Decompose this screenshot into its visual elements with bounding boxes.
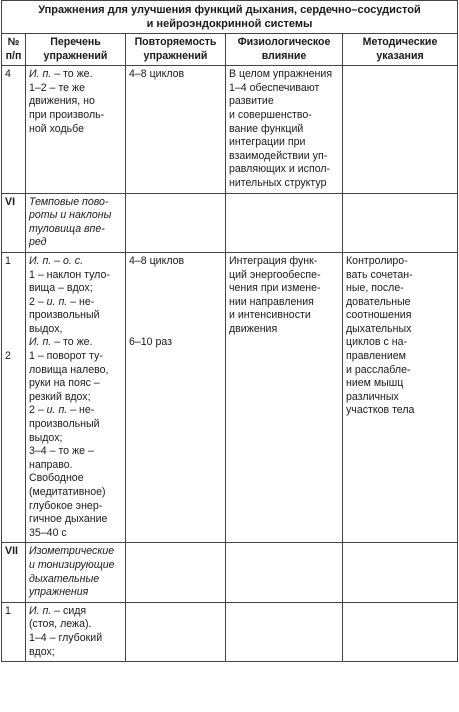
repetition-cell	[126, 543, 226, 602]
effect-cell	[226, 543, 343, 602]
note-text: вать сочетан-	[346, 268, 413, 281]
exercise-text: 2 –	[29, 404, 47, 417]
section-title-line: упражнения	[29, 586, 89, 599]
notes-cell	[343, 193, 458, 252]
section-title	[26, 543, 126, 602]
header-notes	[343, 34, 458, 66]
exercise-text: 35–40 с	[29, 526, 67, 539]
exercise-list	[26, 252, 126, 542]
exercise-text: произвольный	[29, 309, 100, 322]
effect-text: Интеграция функ-	[229, 254, 318, 267]
section-title-line: Изометрические	[29, 545, 115, 558]
exercise-text: Свободное	[29, 472, 84, 485]
caption-line-2: и нейроэндокринной системы	[146, 18, 313, 30]
effect-text: интеграции при	[229, 136, 306, 149]
header-note-line-2: указания	[376, 49, 424, 62]
caption-line-1: Упражнения для улучшения функций дыхания, сердечно–сосудистой	[38, 4, 421, 16]
header-num-line-1: №	[7, 36, 20, 48]
section-title	[26, 193, 126, 252]
note-text: нием мышц	[346, 377, 404, 390]
effect-text: и совершенство-	[229, 108, 312, 121]
exercise-text: 1 – наклон туло-	[29, 268, 110, 281]
effect-text: равляющих и испол-	[229, 163, 331, 176]
header-note-line-1: Методические	[362, 36, 438, 48]
exercise-text: глубокое энер-	[29, 499, 103, 512]
initial-position-label: и. п.	[46, 404, 68, 417]
repetition-cell: 4–8 циклов	[126, 66, 226, 193]
exercise-text: ной ходьбе	[29, 122, 84, 135]
exercise-text: 3–4 – то же –	[29, 445, 94, 458]
header-rep-line-1: Повторяемость	[134, 36, 217, 48]
effect-cell	[226, 252, 343, 542]
initial-position-label: И. п. – о. с.	[29, 254, 84, 267]
section-title-line: туловища впе-	[29, 222, 105, 235]
repetition-text: 6–10 раз	[129, 336, 173, 349]
header-list-line-2: упражнений	[43, 49, 108, 62]
initial-position-label: И. п.	[29, 68, 52, 81]
section-title-line: и тонизирующие	[29, 558, 115, 571]
exercise-text: 1–4 – глубокий	[29, 631, 103, 644]
table-row	[2, 66, 458, 193]
row-number-1: 1	[5, 254, 11, 267]
header-row	[2, 34, 458, 66]
notes-cell	[343, 66, 458, 193]
exercise-text: направо.	[29, 458, 73, 471]
note-text: довательные	[346, 295, 411, 308]
table-caption	[2, 1, 458, 34]
exercise-text: резкий вдох;	[29, 390, 91, 403]
notes-cell	[343, 543, 458, 602]
effect-text: вание функций	[229, 122, 304, 135]
exercise-text: ловища налево,	[29, 363, 109, 376]
exercise-text: вдох;	[29, 645, 55, 658]
section-row	[2, 543, 458, 602]
effect-text: и интенсивности	[229, 309, 311, 322]
header-effect	[226, 34, 343, 66]
initial-position-label: и. п.	[46, 295, 68, 308]
section-title-line: ред	[29, 236, 47, 249]
row-number: 1	[2, 602, 26, 661]
caption-row	[2, 1, 458, 34]
header-eff-line-2: влияние	[261, 49, 307, 62]
exercise-text: руки на пояс –	[29, 377, 100, 390]
header-eff-line-1: Физиологическое	[237, 36, 331, 48]
section-title-line: роты и наклоны	[29, 209, 112, 222]
effect-text: чения при измене-	[229, 282, 321, 295]
header-num	[2, 34, 26, 66]
row-number	[2, 252, 26, 542]
note-text: циклов с на-	[346, 336, 408, 349]
note-text: дыхательных	[346, 322, 412, 335]
repetition-cell	[126, 602, 226, 661]
exercise-text: при произволь-	[29, 108, 105, 121]
exercise-text: произвольный	[29, 418, 100, 431]
exercise-text: – сидя	[51, 604, 87, 617]
exercise-text: (стоя, лежа).	[29, 618, 92, 631]
repetition-cell	[126, 193, 226, 252]
note-text: участков тела	[346, 404, 415, 417]
effect-text: взаимодействии уп-	[229, 149, 328, 162]
effect-cell	[226, 602, 343, 661]
header-num-line-2: п/п	[5, 49, 22, 62]
exercise-text: выдох,	[29, 322, 63, 335]
exercise-list	[26, 66, 126, 193]
section-row	[2, 193, 458, 252]
header-rep-line-2: упражнений	[143, 49, 208, 62]
effect-cell	[226, 193, 343, 252]
exercise-text: выдох;	[29, 431, 63, 444]
effect-text: нии направления	[229, 295, 314, 308]
effect-text: 1–4 обеспечивают	[229, 81, 320, 94]
header-repetition	[126, 34, 226, 66]
exercise-text: вища – вдох;	[29, 282, 93, 295]
exercise-text: гичное дыхание	[29, 513, 108, 526]
note-text: различных	[346, 390, 399, 403]
effect-text: ций энергообеспе-	[229, 268, 321, 281]
notes-cell	[343, 252, 458, 542]
header-list	[26, 34, 126, 66]
header-list-line-1: Перечень	[50, 36, 101, 48]
exercise-text: 2 –	[29, 295, 47, 308]
note-text: и расслабле-	[346, 363, 411, 376]
row-number: 4	[2, 66, 26, 193]
section-number: VI	[2, 193, 26, 252]
exercise-table	[1, 0, 458, 662]
exercise-text: – то же.	[51, 336, 93, 349]
note-text: правлением	[346, 350, 406, 363]
exercise-list	[26, 602, 126, 661]
repetition-cell	[126, 252, 226, 542]
exercise-text: – не-	[67, 295, 95, 308]
section-title-line: дыхательные	[29, 572, 100, 585]
initial-position-label: И. п.	[29, 336, 52, 349]
section-number: VII	[2, 543, 26, 602]
effect-text: развитие	[229, 95, 274, 108]
exercise-text: – то же.	[51, 68, 93, 81]
exercise-text: – не-	[67, 404, 95, 417]
section-title-line: Темповые пово-	[29, 195, 109, 208]
exercise-text: (медитативное)	[29, 486, 106, 498]
effect-cell	[226, 66, 343, 193]
table-row	[2, 602, 458, 661]
exercise-text: 1 – поворот ту-	[29, 350, 103, 363]
initial-position-label: И. п.	[29, 604, 52, 617]
repetition-text: 4–8 циклов	[129, 254, 185, 267]
exercise-text: 1–2 – те же	[29, 81, 85, 94]
effect-text: нительных структур	[229, 176, 327, 189]
note-text: соотношения	[346, 309, 412, 322]
table-row	[2, 252, 458, 542]
effect-text: В целом упражнения	[229, 68, 333, 81]
note-text: ные, после-	[346, 282, 404, 295]
notes-cell	[343, 602, 458, 661]
exercise-text: движения, но	[29, 95, 95, 108]
effect-text: движения	[229, 322, 278, 335]
note-text: Контролиро-	[346, 254, 408, 267]
row-number-2: 2	[5, 350, 11, 363]
